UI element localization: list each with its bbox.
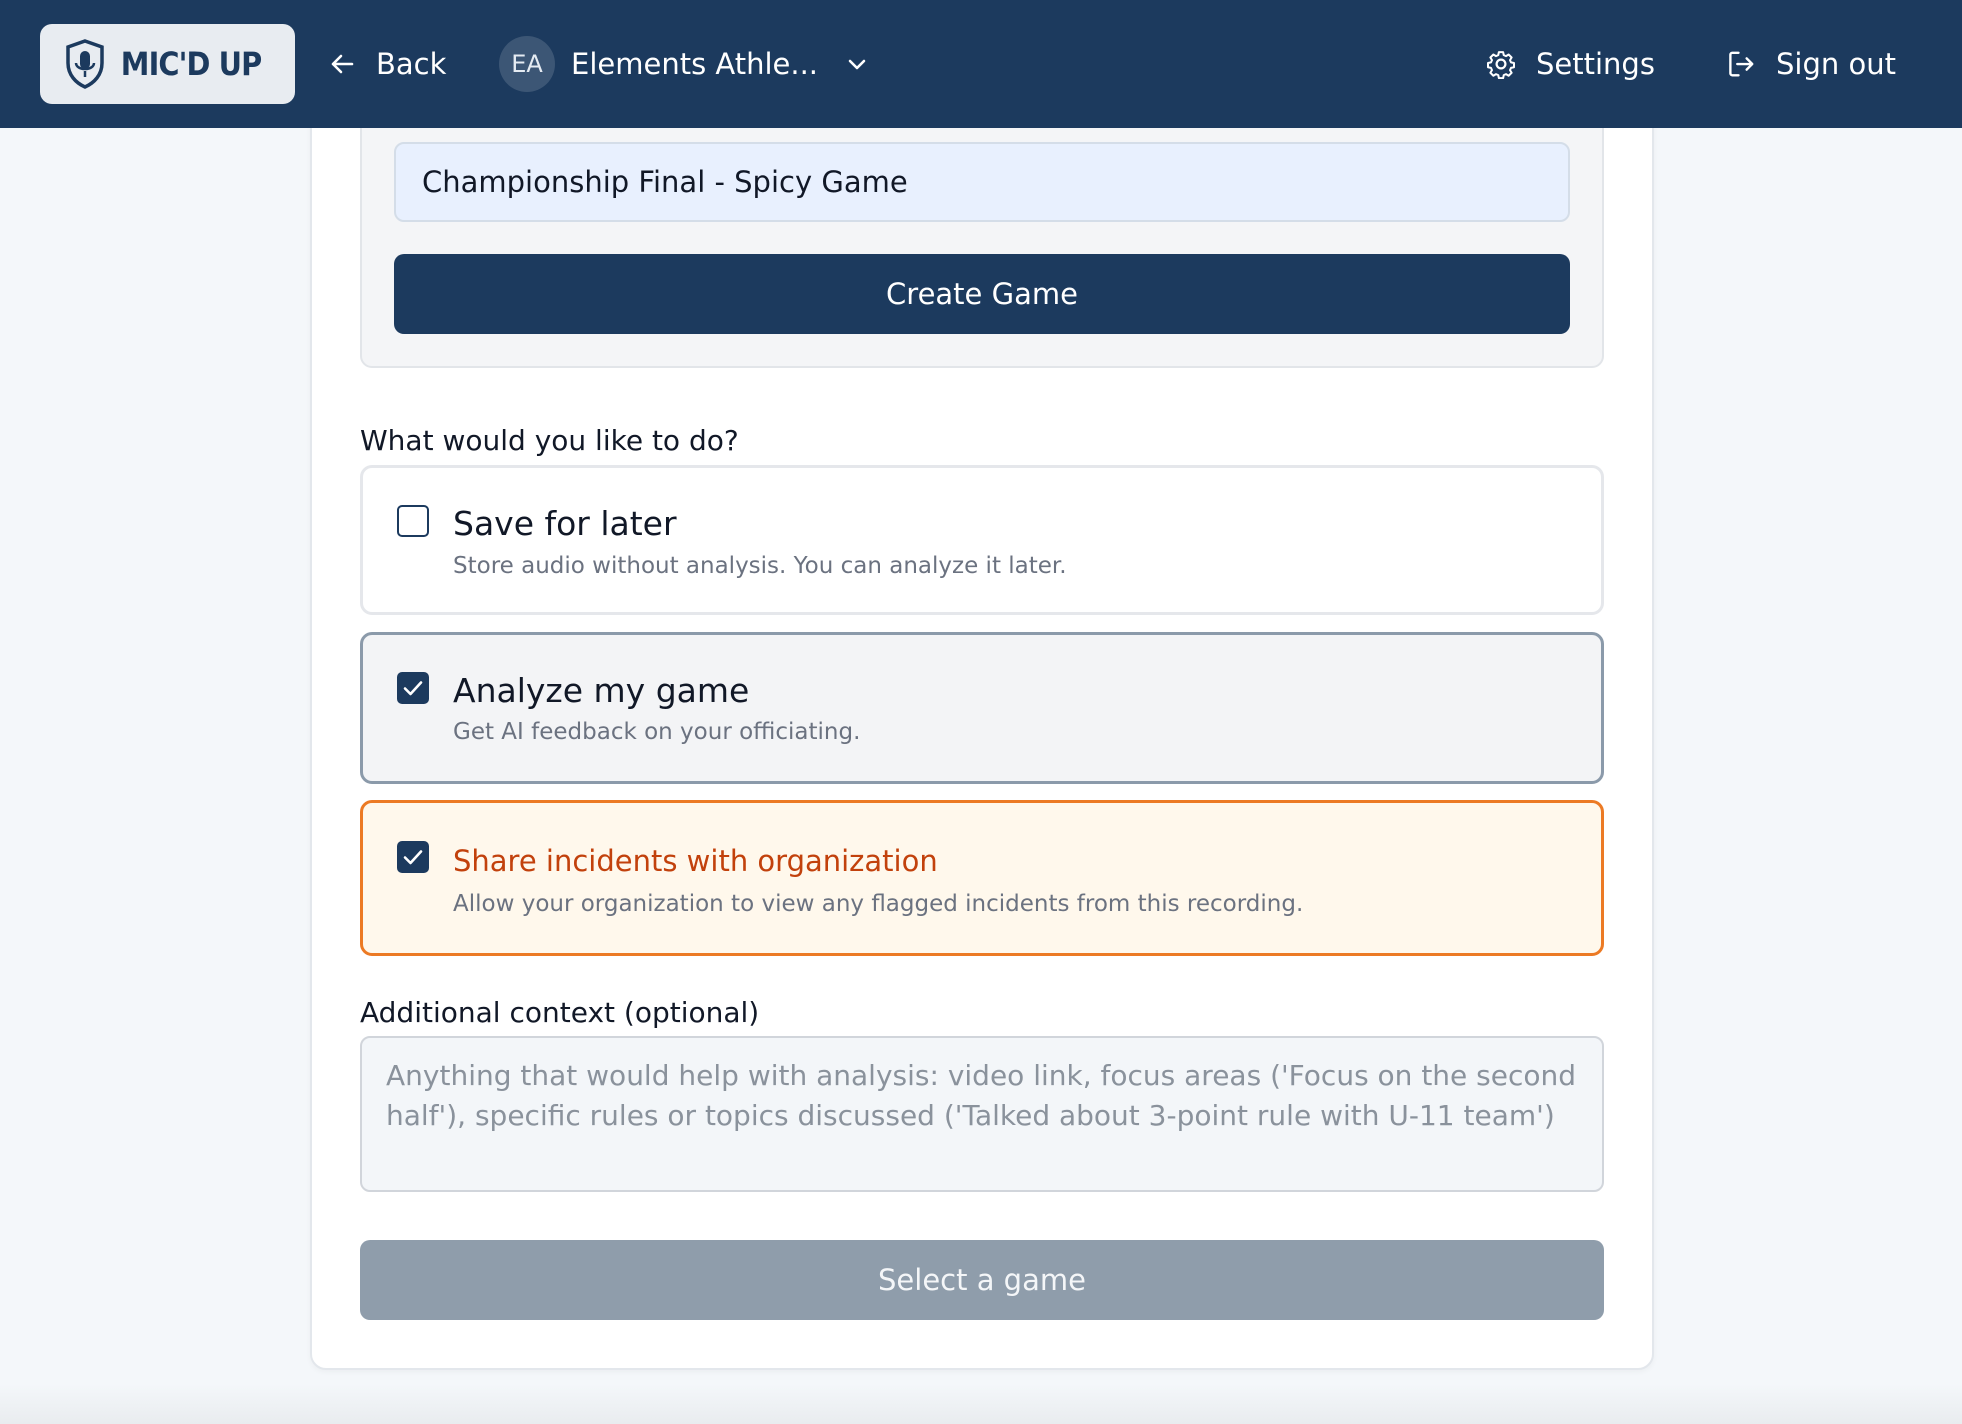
select-game-button: Select a game: [360, 1240, 1604, 1320]
option-description: Store audio without analysis. You can analyze it later.: [453, 553, 1067, 579]
option-share-incidents[interactable]: [360, 800, 1604, 956]
sign-out-icon: [1726, 49, 1756, 79]
chevron-down-icon: [844, 51, 870, 77]
settings-button[interactable]: [1486, 36, 1655, 92]
nickname-input[interactable]: [394, 142, 1570, 222]
organization-selector[interactable]: [499, 36, 870, 92]
microphone-shield-icon: [65, 39, 105, 89]
page-bottom-edge: [0, 1384, 1962, 1424]
settings-label: Settings: [1536, 47, 1655, 81]
checkmark-icon: [401, 845, 425, 869]
create-game-button[interactable]: Create Game: [394, 254, 1570, 334]
option-analyze-game[interactable]: [360, 632, 1604, 784]
arrow-left-icon: [328, 50, 356, 78]
share-incidents-checkbox[interactable]: [397, 841, 429, 873]
option-description: Allow your organization to view any flagged incidents from this recording.: [453, 891, 1304, 917]
option-title: Save for later: [453, 504, 677, 543]
additional-context-label: Additional context (optional): [360, 996, 760, 1029]
app-logo[interactable]: [40, 24, 295, 104]
option-save-for-later[interactable]: [360, 465, 1604, 615]
option-title: Share incidents with organization: [453, 844, 938, 878]
sign-out-button[interactable]: [1726, 36, 1896, 92]
option-description: Get AI feedback on your officiating.: [453, 719, 861, 745]
save-for-later-checkbox[interactable]: [397, 505, 429, 537]
back-label: Back: [376, 47, 447, 81]
checkmark-icon: [401, 676, 425, 700]
org-name: Elements Athle...: [571, 47, 819, 81]
option-title: Analyze my game: [453, 671, 750, 710]
sign-out-label: Sign out: [1776, 47, 1896, 81]
top-navigation-bar: [0, 0, 1962, 128]
action-question: What would you like to do?: [360, 424, 739, 457]
analyze-game-checkbox[interactable]: [397, 672, 429, 704]
additional-context-textarea[interactable]: [360, 1036, 1604, 1192]
org-avatar: EA: [499, 36, 555, 92]
back-button[interactable]: [328, 36, 446, 92]
logo-text: MIC'D UP: [121, 45, 262, 83]
gear-icon: [1486, 49, 1516, 79]
